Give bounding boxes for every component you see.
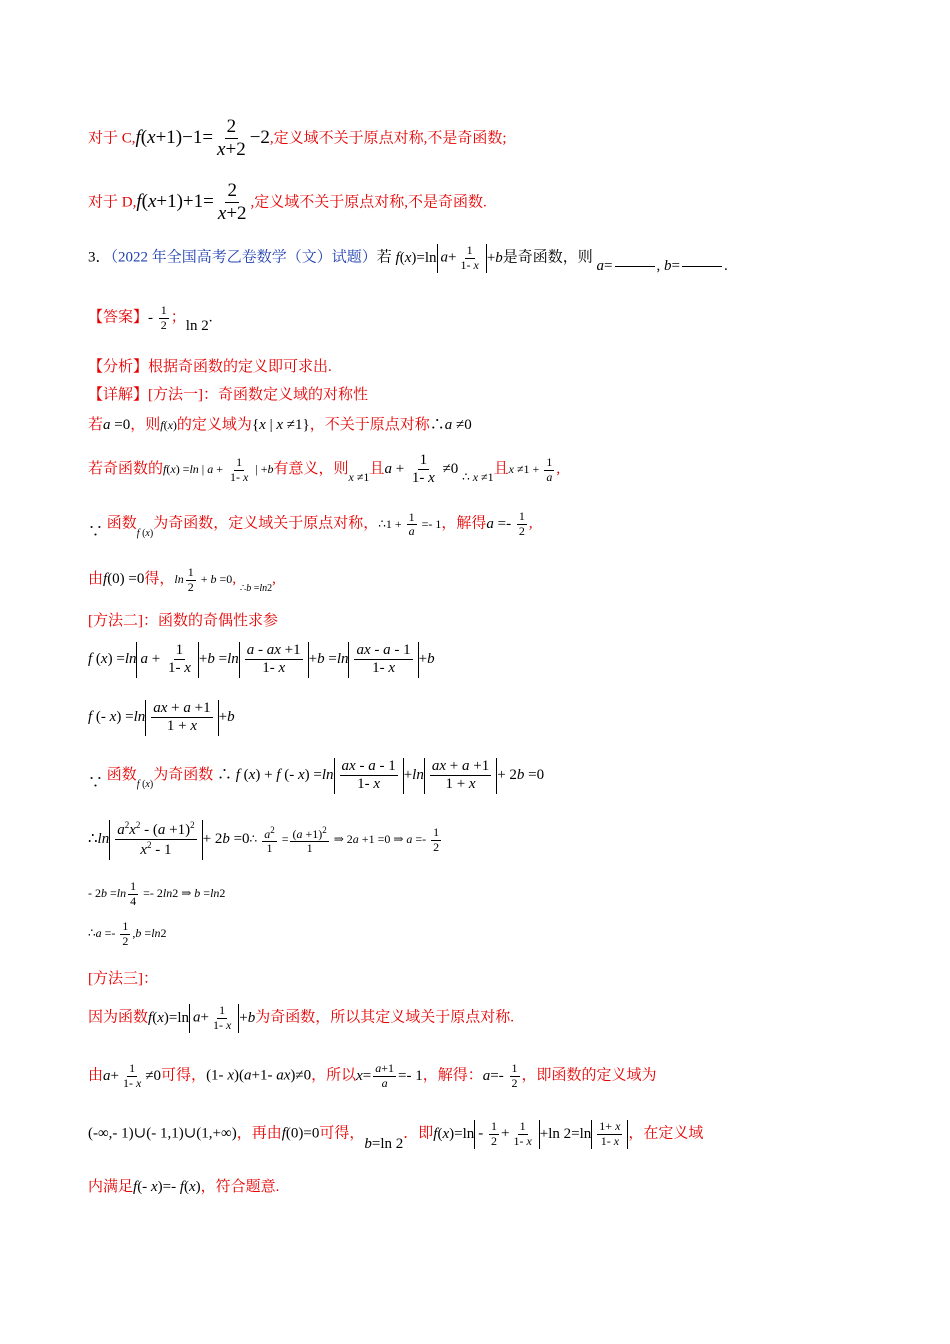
step-1: 若a =0，则f(x)的定义域为{x | x ≠1}，不关于原点对称∴a ≠0 xyxy=(88,417,472,433)
method-3-l3a: ，再由 xyxy=(236,1125,282,1142)
method-3-l3c: ．即 xyxy=(403,1125,434,1142)
method-3-line-2: 由a+ $\frac{1}{1- x}$ ≠0可得，(1- x)(a+1- ax)≠0，所以x= $\frac{a+1}{a}$ =- 1，解得：a=- $\frac{1}{2}$ ，即函数的定义域为 xyxy=(88,1061,657,1090)
method-3-line-4: 内满足f(- x)=- f(x)，符合题意. xyxy=(88,1179,280,1195)
method-3-line-3: (-∞,- 1)∪(- 1,1)∪(1,+∞)，再由f(0)=0可得，b=ln 2．即f(x)=ln - $\frac{1}{2}$ + $\frac{1}{1- x}$ +ln 2=ln $\frac{1+ x}{1- x}$ ，在定义域 xyxy=(88,1119,704,1152)
question-3 xyxy=(88,244,728,273)
analysis-line xyxy=(88,360,332,375)
step-2-c: 且 xyxy=(369,461,385,478)
analysis-tag: 【分析】 xyxy=(88,359,149,375)
method-2-eq-6: ∴a =- $\frac{1}{2}$ ,b =ln2 xyxy=(88,919,167,948)
question-if: 若 xyxy=(376,249,392,266)
step-4: 由f(0) =0得，ln $\frac{1}{2}$ + b =0, $_{\therefore b =ln2}$, xyxy=(88,565,276,595)
option-d-label: 对于 D, xyxy=(88,194,137,211)
answer-blank-a: a= , xyxy=(596,257,661,274)
step-4-a: 由 xyxy=(88,571,104,588)
step-1-c: 的定义域为 xyxy=(176,417,252,433)
analysis-text: 根据奇函数的定义即可求出. xyxy=(148,359,332,375)
method-3-l1b: 为奇函数，所以其定义域关于原点对称. xyxy=(255,1009,515,1026)
option-c-formula: f(x+1)−1= $\frac{2}{x+2}$ −2 xyxy=(135,116,270,160)
method-2-eq-1: f (x) =ln a + $\frac{1}{1- x}$ +b =ln $\frac{a - ax +1}{1- x}$ +b =ln $\frac{ax - a - 1}{1- x}$ +b xyxy=(88,642,435,677)
method-2-eq-2: f (- x) =ln $\frac{ax + a +1}{1 + x}$ +b xyxy=(88,700,235,735)
step-2-d: 且 xyxy=(493,461,509,478)
question-mid: 是奇函数，则 xyxy=(502,249,593,266)
method-3-l2e: ，即函数的定义域为 xyxy=(521,1067,657,1084)
method-2-fun: 函数 xyxy=(106,767,137,784)
question-number: 3． xyxy=(88,249,111,266)
answer-line: 【答案】- $\frac{1}{2}$ ；ln 2. xyxy=(88,303,213,334)
step-1-d: ，不关于原点对称 xyxy=(309,417,430,433)
method-3-title: [方法三]： xyxy=(88,971,158,987)
option-c-label: 对于 C, xyxy=(88,130,136,147)
option-d-formula: f(x+1)+1= $\frac{2}{x+2}$ xyxy=(136,180,247,224)
answer-tag: 【答案】 xyxy=(88,309,149,326)
method-2-eq-5: - 2b =ln $\frac{1}{4}$ =- 2ln2 ⇒ b =ln2 xyxy=(88,879,226,908)
method-3-l4b: ，符合题意. xyxy=(200,1179,280,1195)
step-2-a: 若奇函数的 xyxy=(88,461,164,478)
step-3-b: 为奇函数，定义域关于原点对称， xyxy=(153,515,379,532)
method-2-eq-3: ∵ 函数$_{f (x)}$为奇函数 ∴ f (x) + f (- x) =ln $\frac{ax - a - 1}{1- x}$ +ln $\frac{ax + a +1}{1 + x}$ + 2b =0 xyxy=(88,758,545,793)
question-source: （2022 年全国高考乙卷数学（文）试题） xyxy=(110,249,377,266)
method-3-l2b: 可得， xyxy=(161,1067,207,1084)
step-3: ∵ 函数$_{f (x)}$为奇函数，定义域关于原点对称，∴1 + $\frac{1}{a}$ =- 1，解得a =- $\frac{1}{2}$ , xyxy=(88,509,533,540)
option-d-line xyxy=(88,180,487,225)
method-3-l2d: ，解得： xyxy=(422,1067,483,1084)
answer-b-value: ln 2 xyxy=(185,317,209,334)
method-2-eq-4: ∴ln $\frac{a^2x^2 - (a +1)^2}{x^2 - 1}$ + 2b =0∴ $\frac{a^2}{1}$ = $\frac{(a +1)^2}{1}$ ⇒ 2a +1 =0 ⇒ a =- $\frac{1}{2}$ xyxy=(88,820,440,859)
method-2-odd: 为奇函数 xyxy=(153,767,214,784)
question-formula: f(x)=ln a+ $\frac{1}{1- x}$ +b xyxy=(395,243,503,272)
step-4-b: 得， xyxy=(144,571,175,588)
step-2-b: 有意义，则 xyxy=(273,461,349,478)
detail-line xyxy=(88,388,368,403)
method-3-l2a: 由 xyxy=(88,1067,104,1084)
step-3-a: 函数 xyxy=(106,515,137,532)
step-1-a: 若 xyxy=(88,417,104,433)
method-3-l2c: ，所以 xyxy=(311,1067,357,1084)
option-c-line xyxy=(88,116,507,161)
step-1-b: ，则 xyxy=(130,417,161,433)
answer-sep: ； xyxy=(170,309,186,326)
method-1-title: [方法一]：奇函数定义域的对称性 xyxy=(148,387,369,403)
step-3-c: ，解得 xyxy=(441,515,487,532)
method-2-title: [方法二]：函数的奇偶性求参 xyxy=(88,613,278,629)
method-3-l4a: 内满足 xyxy=(88,1179,134,1195)
option-c-text: ,定义域不关于原点对称,不是奇函数; xyxy=(269,130,507,147)
method-3-l1a: 因为函数 xyxy=(88,1009,149,1026)
method-3-l3d: ，在定义域 xyxy=(628,1125,704,1142)
step-2: 若奇函数的f(x) =ln | a + $\frac{1}{1- x}$ | +b有意义，则$_{x \ne 1}$且a + $\frac{1}{1- x}$ ≠0 $_{\therefore x \ne 1}$且x ≠1 + $\frac{1}{a}$ , xyxy=(88,452,561,487)
answer-blank-b: b= . xyxy=(664,257,728,274)
detail-tag: 【详解】 xyxy=(88,387,149,403)
method-3-l3b: 可得， xyxy=(319,1125,365,1142)
method-3-line-1: 因为函数f(x)=ln a+ $\frac{1}{1- x}$ +b为奇函数，所以其定义域关于原点对称. xyxy=(88,1003,515,1032)
option-d-text: ,定义域不关于原点对称,不是奇函数. xyxy=(250,194,487,211)
answer-a-value: - $\frac{1}{2}$ xyxy=(148,303,167,332)
